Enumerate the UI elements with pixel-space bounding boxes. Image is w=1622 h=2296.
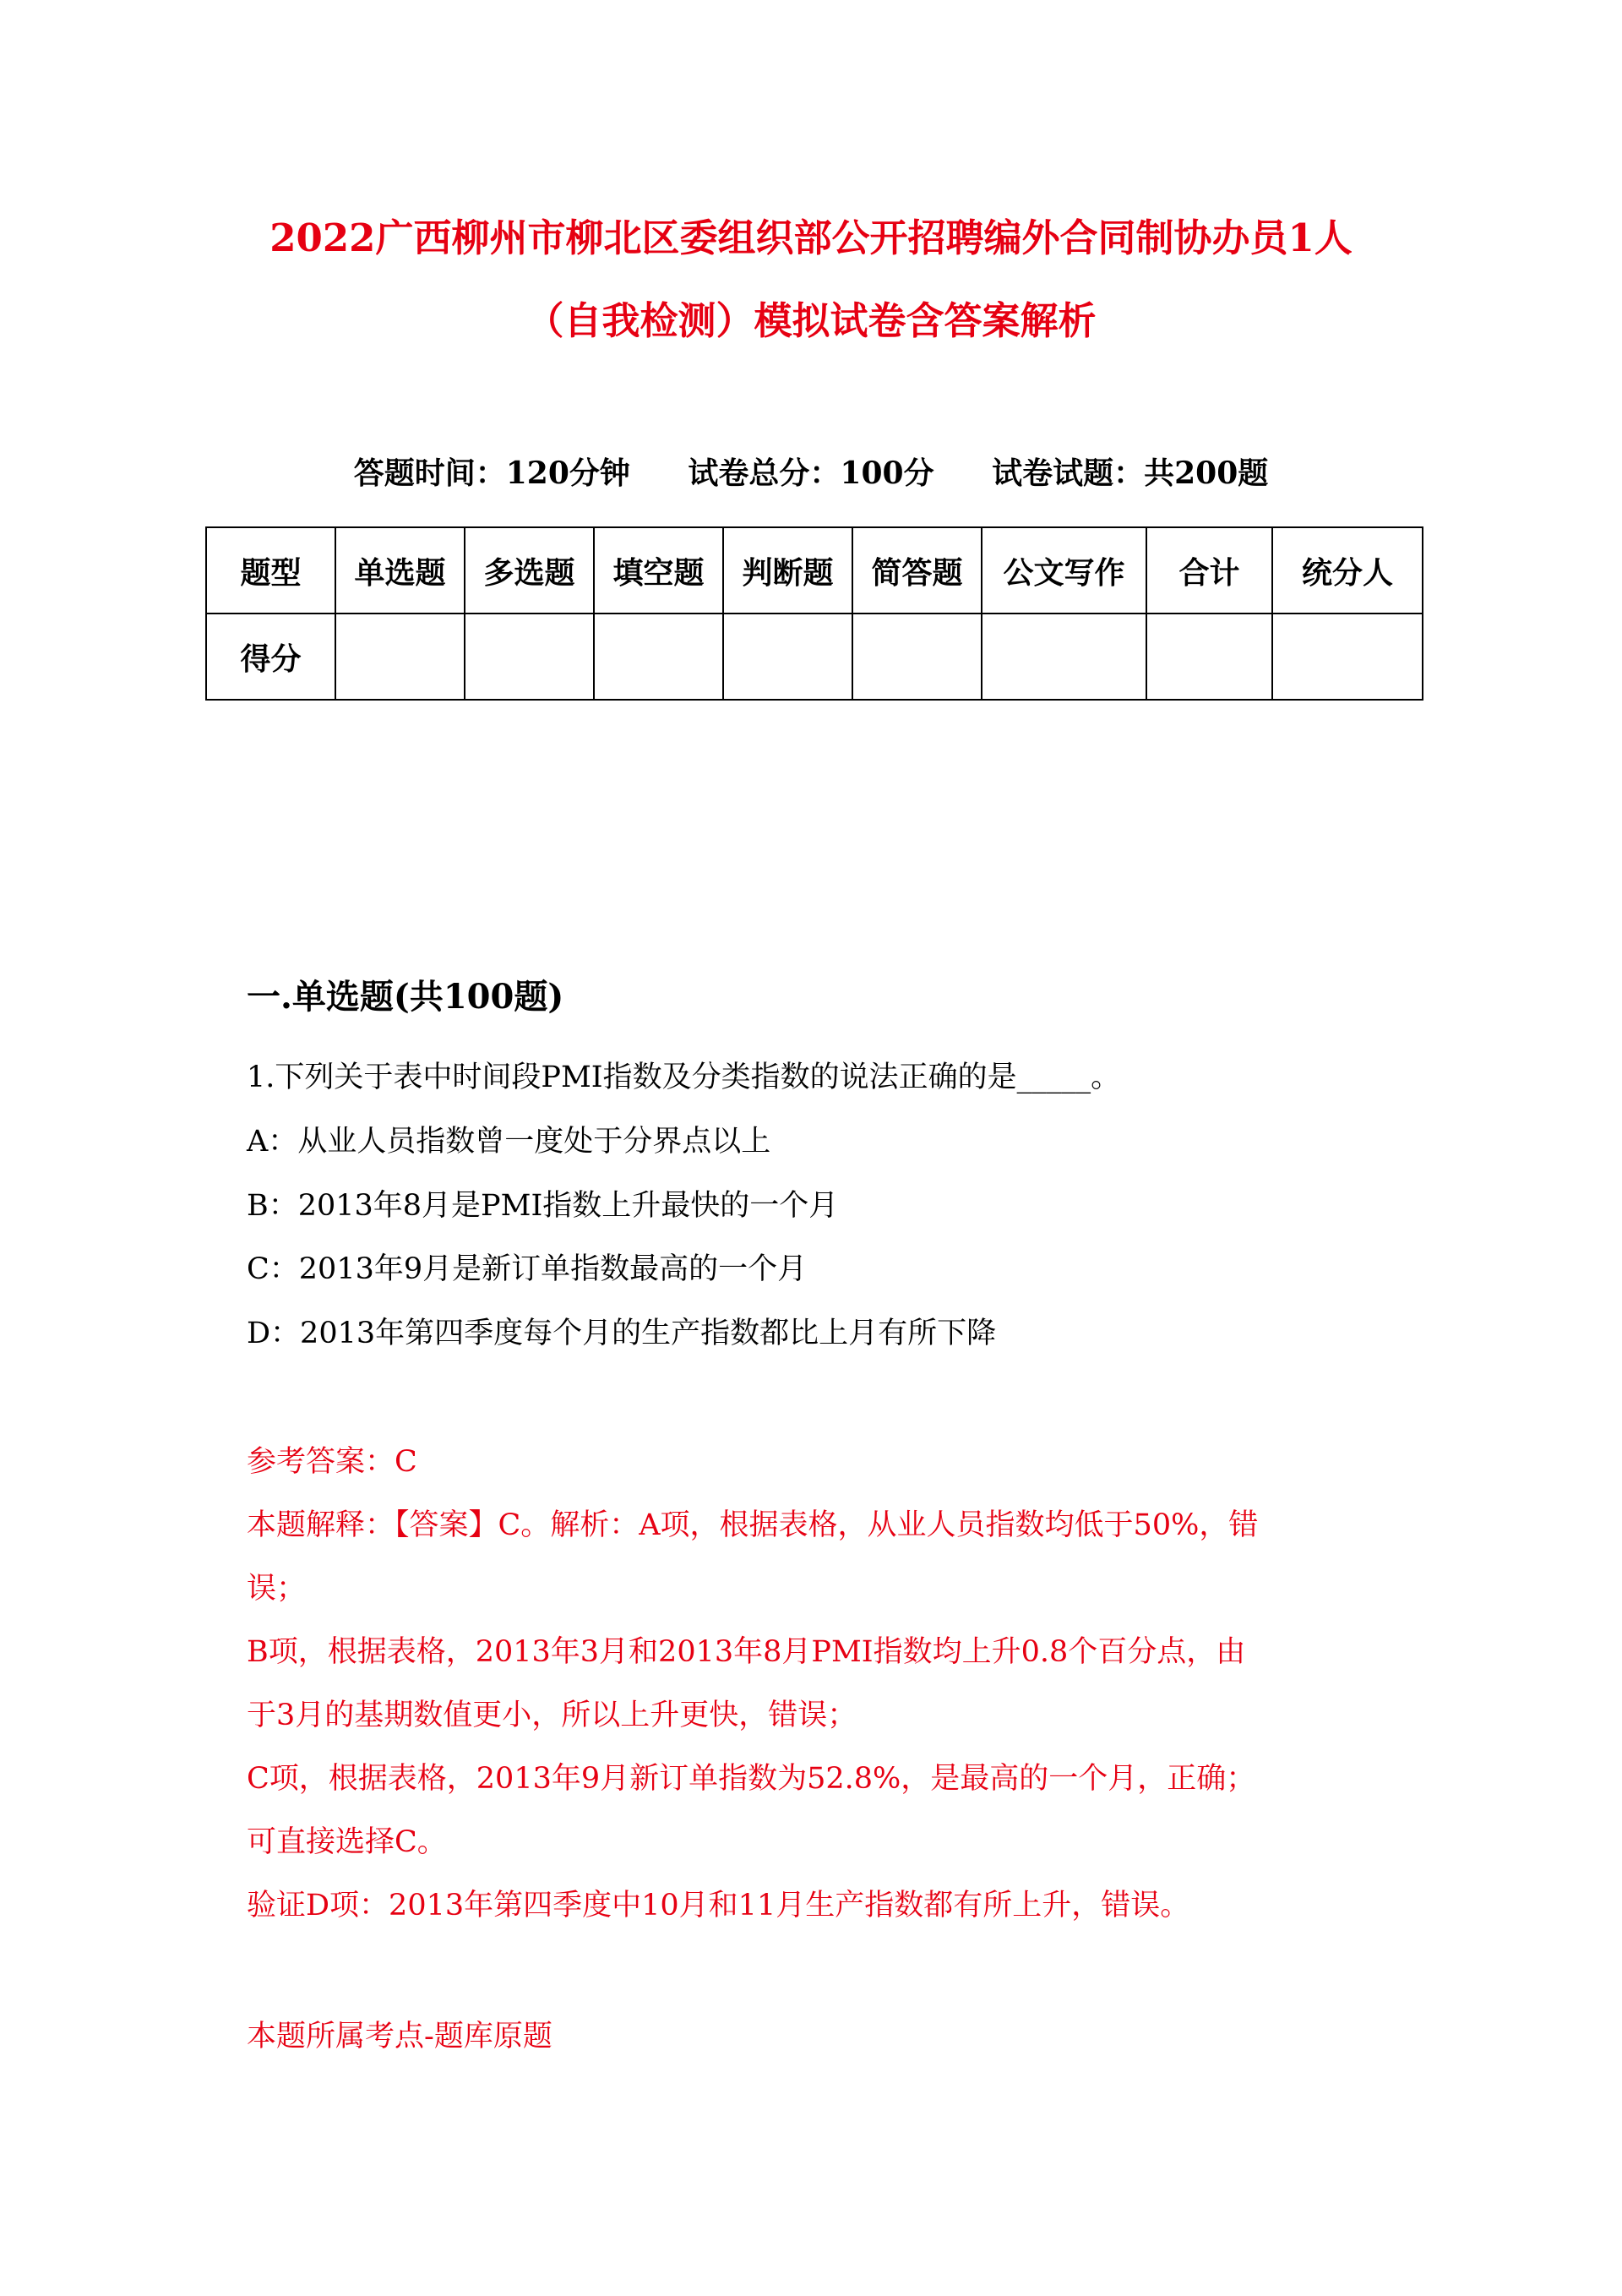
explanation-line: B项，根据表格，2013年3月和2013年8月PMI指数均上升0.8个百分点，由 [247,1635,1246,1669]
score-table-header-cell: 填空题 [594,527,723,614]
exam-total-score: 试卷总分：100分 [688,455,934,491]
score-table-header-cell: 题型 [206,527,335,614]
explanation-line: 可直接选择C。 [247,1825,447,1859]
option-d: D：2013年第四季度每个月的生产指数都比上月有所下降 [247,1317,997,1350]
score-table-header-row [206,527,1423,614]
score-cell [594,614,723,700]
option-a: A：从业人员指数曾一度处于分界点以上 [247,1125,771,1159]
score-table-header-cell: 多选题 [465,527,594,614]
explanation-line: 于3月的基期数值更小，所以上升更快，错误； [247,1699,857,1732]
score-table-header-cell: 单选题 [335,527,465,614]
score-cell [335,614,465,700]
option-c: C：2013年9月是新订单指数最高的一个月 [247,1252,808,1286]
option-b: B：2013年8月是PMI指数上升最快的一个月 [247,1189,839,1223]
score-table-header-cell: 简答题 [852,527,982,614]
question-stem: 1.下列关于表中时间段PMI指数及分类指数的说法正确的是_____。 [247,1061,1121,1094]
score-cell [982,614,1146,700]
score-table-header-cell: 合计 [1146,527,1272,614]
exam-meta [0,452,1622,494]
score-cell [1146,614,1272,700]
exam-time: 答题时间：120分钟 [353,455,630,491]
score-table [205,526,1423,701]
explanation-line: C项，根据表格，2013年9月新订单指数为52.8%，是最高的一个月，正确； [247,1762,1256,1796]
exam-question-count: 试卷试题：共200题 [992,455,1269,491]
document-title-line-1: 2022广西柳州市柳北区委组织部公开招聘编外合同制协办员1人 [269,215,1353,260]
score-table-score-row [206,614,1423,700]
explanation-line: 误； [247,1572,307,1606]
topic-note: 本题所属考点-题库原题 [247,2020,552,2053]
score-table-header-cell: 判断题 [723,527,852,614]
score-table-header-cell: 统分人 [1272,527,1423,614]
section-title: 一.单选题(共100题) [247,977,564,1017]
explanation-line: 验证D项：2013年第四季度中10月和11月生产指数都有所上升，错误。 [247,1889,1190,1922]
reference-answer: 参考答案：C [247,1445,417,1479]
score-cell [723,614,852,700]
score-table-header-cell: 公文写作 [982,527,1146,614]
document-title-line-2: （自我检测）模拟试卷含答案解析 [525,298,1097,343]
score-cell [465,614,594,700]
explanation-line: 本题解释：【答案】C。解析：A项，根据表格，从业人员指数均低于50%，错 [247,1508,1259,1542]
score-cell [852,614,982,700]
score-cell [1272,614,1423,700]
score-row-label: 得分 [206,614,335,700]
